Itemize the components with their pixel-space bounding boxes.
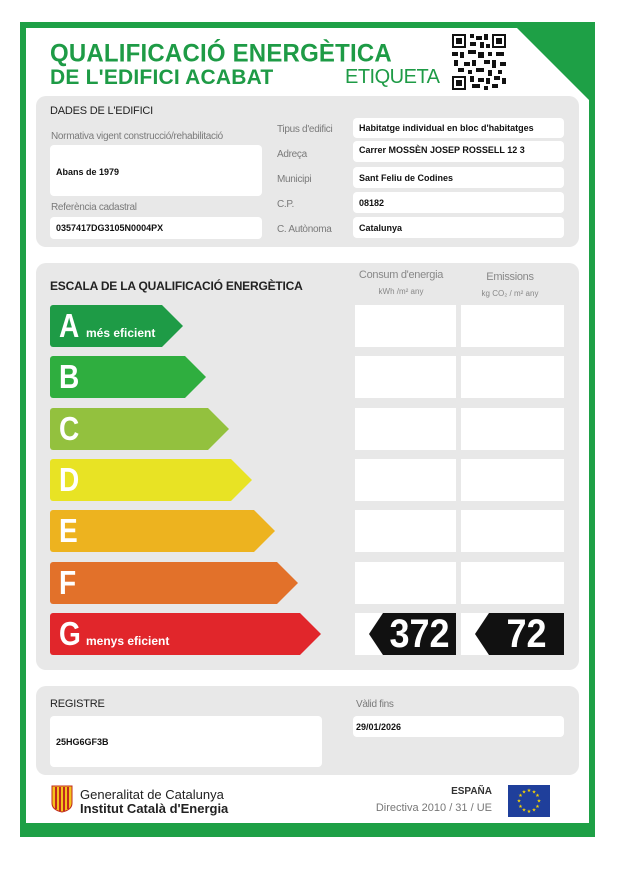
label-etiqueta: ETIQUETA [345,66,440,88]
valid-field [353,716,564,737]
class-subtitle: menys eficient [86,634,170,648]
tipus-label: Tipus d'edifici [277,124,333,135]
eu-flag-icon [508,785,550,817]
building-section-title: DADES DE L'EDIFICI [50,105,154,117]
svg-text:★: ★ [516,798,522,805]
consum-cell-e [355,510,456,552]
svg-text:★: ★ [536,798,542,805]
emissions-value: 72 [506,612,547,656]
tipus-field [353,118,564,138]
svg-text:★: ★ [531,807,537,814]
class-letter: D [59,461,80,498]
tipus-value: Habitatge individual en bloc d'habitatges [359,123,534,133]
class-arrow-f [50,562,298,604]
svg-text:★: ★ [531,789,537,796]
adreca-value: Carrer MOSSÈN JOSEP ROSSELL 12 3 [359,145,525,155]
municipi-value: Sant Feliu de Codines [359,173,454,183]
class-arrow-tip [162,305,183,347]
class-arrow-g [50,613,321,655]
generalitat-logo-icon [50,785,74,813]
class-subtitle: més eficient [86,326,156,340]
svg-text:★: ★ [518,804,523,810]
normativa-field [50,145,262,196]
org-line2: Institut Català d'Energia [80,801,229,816]
consum-rating-marker [369,613,456,655]
class-arrow-a [50,305,183,347]
valid-label: Vàlid fins [356,699,394,710]
marker-tip [369,613,383,655]
emissions-header: Emissions [486,271,534,283]
adreca-label: Adreça [277,149,307,160]
municipi-field [353,167,564,188]
consum-cell-c [355,408,456,450]
municipi-label: Municipi [277,174,312,185]
consum-cell-b [355,356,456,398]
country-label: ESPAÑA [451,786,492,797]
consum-cell-f [355,562,456,604]
consum-unit: kWh /m² any [378,287,424,296]
class-arrow-tip [254,510,275,552]
emissions-cell-e [461,510,564,552]
cp-value: 08182 [359,198,385,208]
ca-value: Catalunya [359,223,403,233]
cp-field [353,192,564,213]
class-arrow-tip [300,613,321,655]
valid-value: 29/01/2026 [356,722,402,732]
consum-header: Consum d'energia [358,269,444,281]
svg-text:★: ★ [518,793,523,799]
class-arrow-body [50,562,277,604]
corner-decoration [517,28,589,100]
svg-text:★: ★ [526,788,532,794]
emissions-cell-c [461,408,564,450]
title-line2: DE L'EDIFICI ACABAT [50,66,274,89]
cadastral-value: 0357417DG3105N0004PX [56,223,164,233]
normativa-label: Normativa vigent construcció/rehabilitació [51,131,223,142]
emissions-cell-f [461,562,564,604]
class-arrow-e [50,510,275,552]
class-arrow-tip [277,562,298,604]
normativa-value: Abans de 1979 [56,167,120,177]
adreca-field [353,141,564,162]
svg-text:★: ★ [521,789,527,796]
class-letter: B [59,358,80,395]
cadastral-field [50,217,262,239]
ca-label: C. Autònoma [277,224,332,235]
class-arrow-tip [185,356,206,398]
registre-value: 25HG6GF3B [56,737,109,747]
class-arrow-tip [231,459,252,501]
consum-value: 372 [389,612,450,656]
cp-label: C.P. [277,199,294,210]
class-letter: A [59,307,80,344]
class-arrow-d [50,459,252,501]
class-arrow-c [50,408,229,450]
emissions-cell-b [461,356,564,398]
ca-field [353,217,564,238]
class-letter: C [59,410,80,447]
qr-code-icon [452,34,506,90]
class-arrow-b [50,356,206,398]
cadastral-label: Referència cadastral [51,202,137,213]
class-arrow-body [50,510,254,552]
svg-text:★: ★ [535,793,540,799]
svg-text:★: ★ [526,809,532,815]
emissions-unit: kg CO₂ / m² any [481,289,539,298]
consum-cell-d [355,459,456,501]
emissions-rating-marker [475,613,564,655]
registre-field [50,716,322,767]
class-letter: E [59,512,78,549]
svg-text:★: ★ [535,804,540,810]
class-arrow-tip [208,408,229,450]
emissions-cell-a [461,305,564,347]
marker-tip [475,613,489,655]
svg-text:★: ★ [521,807,527,814]
consum-cell-a [355,305,456,347]
title-line1: QUALIFICACIÓ ENERGÈTICA [50,39,392,68]
emissions-cell-d [461,459,564,501]
class-letter: F [59,564,77,601]
registre-label: REGISTRE [50,698,105,710]
class-letter: G [59,615,81,652]
directive-label: Directiva 2010 / 31 / UE [375,802,492,814]
org-line1: Generalitat de Catalunya [80,787,224,802]
scale-section-title: ESCALA DE LA QUALIFICACIÓ ENERGÈTICA [50,279,303,293]
